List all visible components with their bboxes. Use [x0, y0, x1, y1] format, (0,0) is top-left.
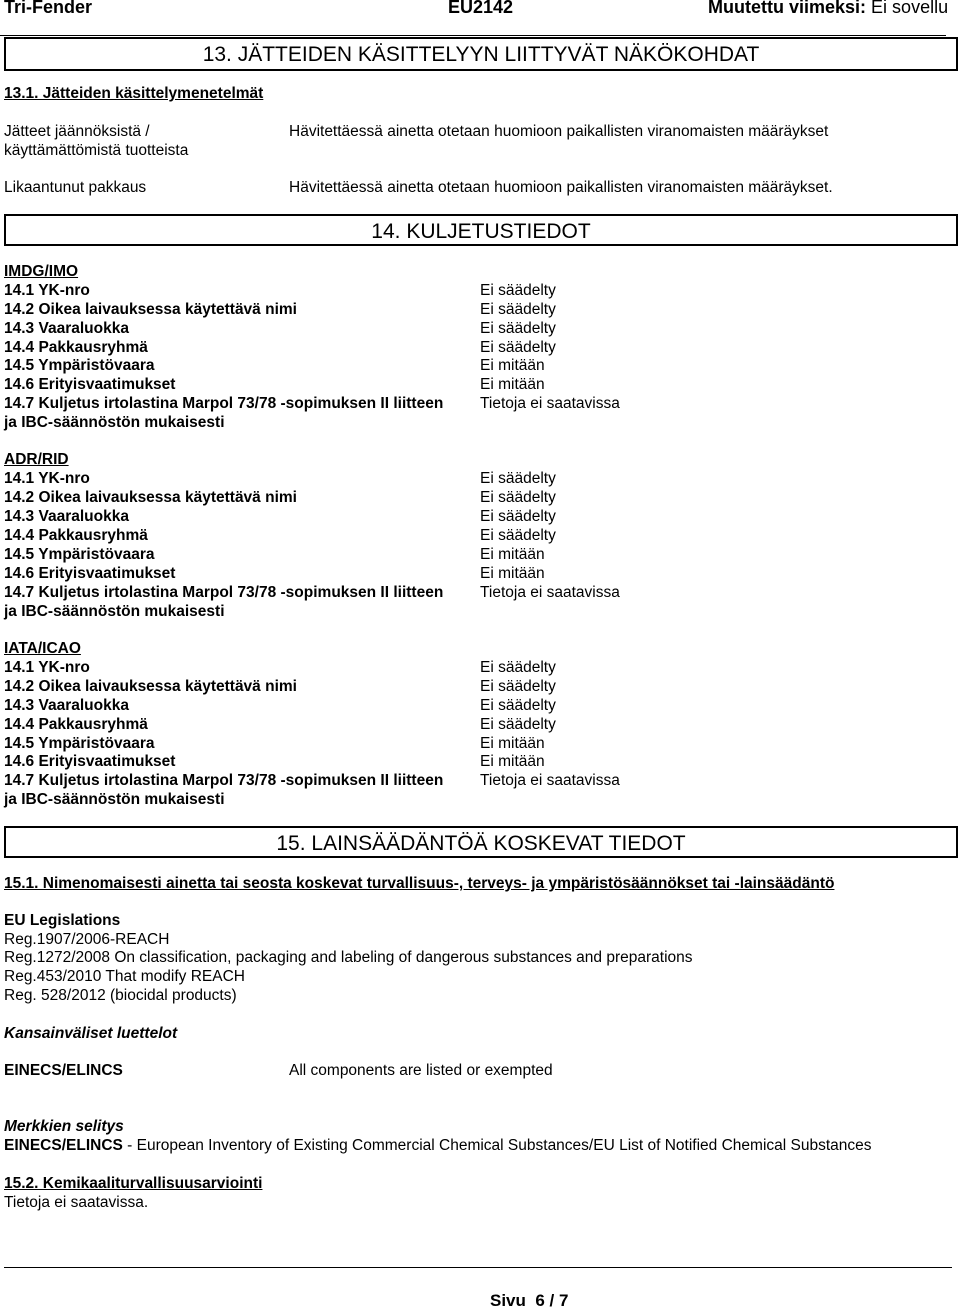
imdg-row-value: Ei mitään [480, 376, 545, 393]
imdg-row-label: 14.5 Ympäristövaara [4, 357, 155, 374]
adr-row-value: Ei säädelty [480, 527, 556, 544]
legend-definition: - European Inventory of Existing Commercial Chemical Substances/EU List of Notified Chemical Substances [122, 1137, 872, 1154]
revision-date [708, 0, 948, 18]
imdg-row-label: 14.2 Oikea laivauksessa käytettävä nimi [4, 301, 297, 318]
iata-row-value: Ei mitään [480, 735, 545, 752]
adr-row-label: 14.4 Pakkausryhmä [4, 527, 148, 544]
revision-label: Muutettu viimeksi: [708, 0, 867, 17]
product-name: Tri-Fender [4, 0, 93, 17]
einecs-value: All components are listed or exempted [289, 1062, 553, 1079]
imdg-row-label: 14.6 Erityisvaatimukset [4, 376, 176, 393]
imdg-row-label: 14.4 Pakkausryhmä [4, 339, 148, 356]
adr-row-label: 14.7 Kuljetus irtolastina Marpol 73/78 -sopimuksen II liitteen [4, 584, 444, 601]
header-divider [0, 35, 946, 36]
adr-row-label: 14.3 Vaaraluokka [4, 508, 129, 525]
iata-heading: IATA/ICAO [4, 640, 81, 657]
waste-label-1b: käyttämättömistä tuotteista [4, 142, 189, 159]
einecs-label: EINECS/ELINCS [4, 1062, 123, 1079]
section-13-1-title: 13.1. Jätteiden käsittelymenetelmät [4, 85, 264, 102]
adr-row-label: 14.2 Oikea laivauksessa käytettävä nimi [4, 489, 297, 506]
adr-row-value: Ei säädelty [480, 508, 556, 525]
iata-row-label: 14.5 Ympäristövaara [4, 735, 155, 752]
legend-heading: Merkkien selitys [4, 1118, 124, 1135]
imdg-row-value: Ei säädelty [480, 320, 556, 337]
adr-row-value: Tietoja ei saatavissa [480, 584, 620, 601]
iata-row-label: 14.6 Erityisvaatimukset [4, 753, 176, 770]
iata-row-value: Ei mitään [480, 753, 545, 770]
iata-row-value: Tietoja ei saatavissa [480, 772, 620, 789]
section-14-title: 14. KULJETUSTIEDOT [371, 220, 591, 243]
section-13-title: 13. JÄTTEIDEN KÄSITTELYYN LIITTYVÄT NÄKÖKOHDAT [202, 43, 760, 66]
iata-row-value: Ei säädelty [480, 716, 556, 733]
section-14-header [4, 214, 958, 246]
eu-legislation-line: Reg. 528/2012 (biocidal products) [4, 987, 237, 1004]
iata-row-label: 14.4 Pakkausryhmä [4, 716, 148, 733]
iata-row-value: Ei säädelty [480, 697, 556, 714]
revision-value: Ei sovellu [871, 0, 949, 17]
section-15-title: 15. LAINSÄÄDÄNTÖÄ KOSKEVAT TIEDOT [276, 832, 686, 855]
section-15-1-title: 15.1. Nimenomaisesti ainetta tai seosta koskevat turvallisuus-, terveys- ja ympäristösäännökset tai -lainsäädäntö [4, 875, 835, 892]
imdg-row-label: 14.3 Vaaraluokka [4, 320, 129, 337]
eu-legislations-heading: EU Legislations [4, 912, 121, 929]
international-lists-heading: Kansainväliset luettelot [4, 1025, 178, 1042]
adr-row-label: 14.1 YK-nro [4, 470, 90, 487]
imdg-row-value: Ei mitään [480, 357, 545, 374]
adr-heading: ADR/RID [4, 451, 69, 468]
waste-label-2: Likaantunut pakkaus [4, 179, 147, 196]
iata-row-continuation: ja IBC-säännöstön mukaisesti [4, 791, 225, 808]
iata-row-label: 14.2 Oikea laivauksessa käytettävä nimi [4, 678, 297, 695]
waste-value-2: Hävitettäessä ainetta otetaan huomioon paikallisten viranomaisten määräykset. [289, 179, 833, 196]
imdg-heading: IMDG/IMO [4, 263, 79, 280]
imdg-row-value: Ei säädelty [480, 339, 556, 356]
section-15-2-title: 15.2. Kemikaaliturvallisuusarviointi [4, 1175, 263, 1192]
iata-row-label: 14.3 Vaaraluokka [4, 697, 129, 714]
iata-row-value: Ei säädelty [480, 678, 556, 695]
iata-row-value: Ei säädelty [480, 659, 556, 676]
legend-term: EINECS/ELINCS [4, 1137, 123, 1154]
adr-row-value: Ei säädelty [480, 470, 556, 487]
adr-row-continuation: ja IBC-säännöstön mukaisesti [4, 603, 225, 620]
imdg-row-value: Ei säädelty [480, 282, 556, 299]
iata-row-label: 14.1 YK-nro [4, 659, 90, 676]
iata-row-label: 14.7 Kuljetus irtolastina Marpol 73/78 -sopimuksen II liitteen [4, 772, 444, 789]
eu-legislation-line: Reg.453/2010 That modify REACH [4, 968, 245, 985]
section-13-header [4, 37, 958, 71]
section-15-2-text: Tietoja ei saatavissa. [4, 1194, 149, 1211]
imdg-row-value: Tietoja ei saatavissa [480, 395, 620, 412]
waste-label-1: Jätteet jäännöksistä / [4, 123, 150, 140]
page-number: Sivu 6 / 7 [490, 1291, 569, 1310]
product-code: EU2142 [448, 0, 514, 17]
adr-row-value: Ei mitään [480, 565, 545, 582]
eu-legislation-line: Reg.1907/2006-REACH [4, 931, 170, 948]
imdg-row-label: 14.7 Kuljetus irtolastina Marpol 73/78 -sopimuksen II liitteen [4, 395, 444, 412]
eu-legislation-line: Reg.1272/2008 On classification, packaging and labeling of dangerous substances and preparations [4, 949, 693, 966]
section-15-header [4, 826, 958, 858]
adr-row-label: 14.5 Ympäristövaara [4, 546, 155, 563]
adr-row-value: Ei säädelty [480, 489, 556, 506]
adr-row-value: Ei mitään [480, 546, 545, 563]
waste-value-1: Hävitettäessä ainetta otetaan huomioon paikallisten viranomaisten määräykset [289, 123, 829, 140]
imdg-row-value: Ei säädelty [480, 301, 556, 318]
legend-entry [4, 1137, 872, 1155]
imdg-row-continuation: ja IBC-säännöstön mukaisesti [4, 414, 225, 431]
footer-divider [4, 1267, 952, 1268]
adr-row-label: 14.6 Erityisvaatimukset [4, 565, 176, 582]
imdg-row-label: 14.1 YK-nro [4, 282, 90, 299]
